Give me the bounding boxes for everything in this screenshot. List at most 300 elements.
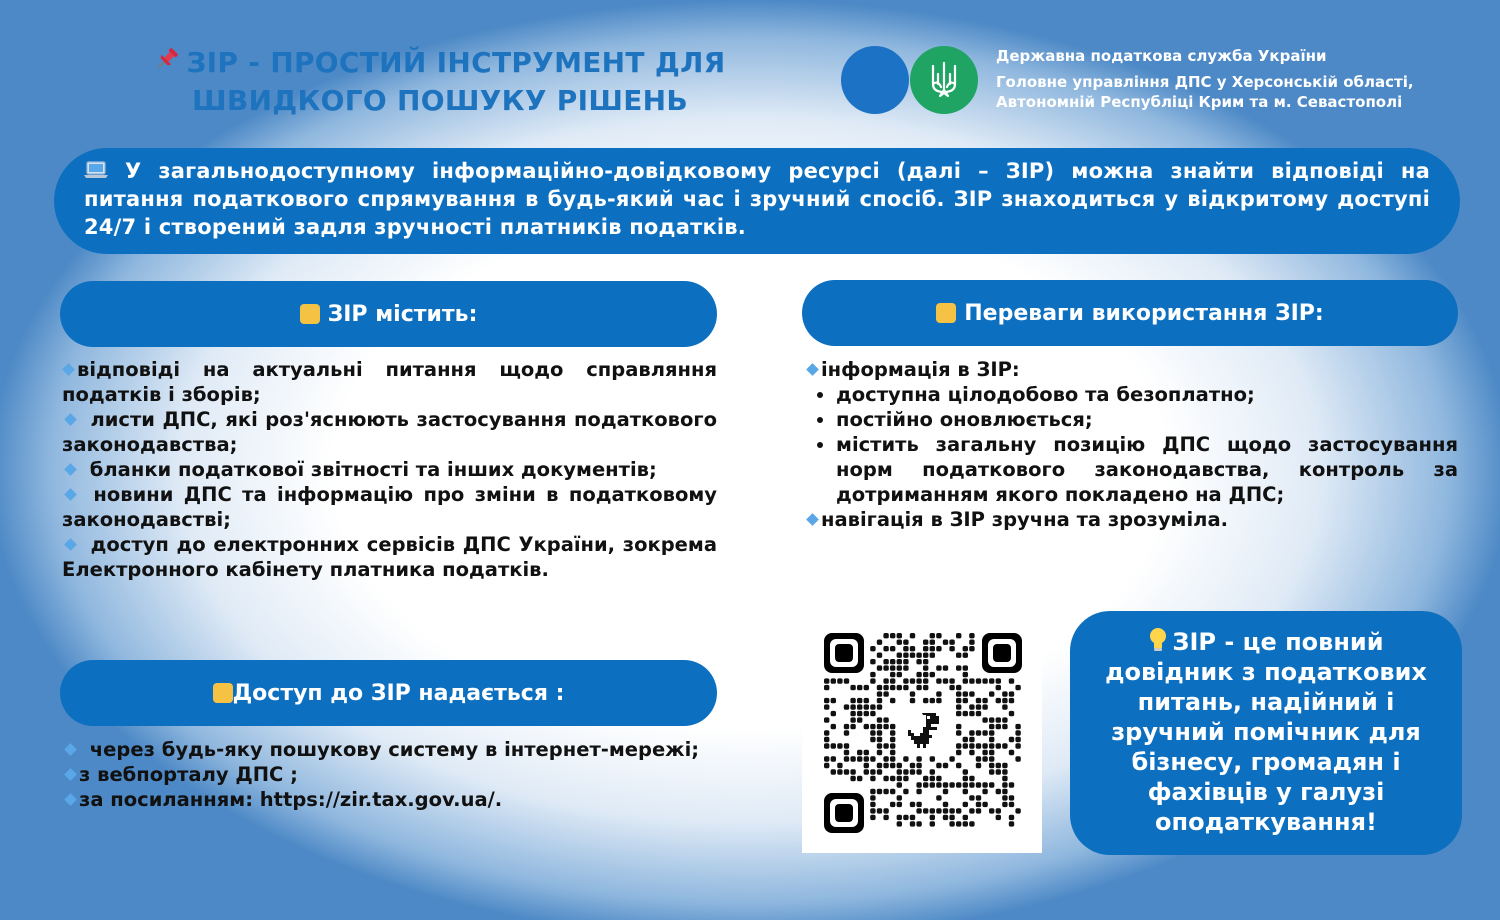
qr-module	[989, 737, 994, 742]
dinosaur-icon	[898, 707, 944, 753]
qr-module	[936, 698, 941, 703]
qr-module	[956, 808, 961, 813]
qr-module	[1015, 724, 1020, 729]
qr-module	[956, 782, 961, 787]
qr-module	[883, 633, 888, 638]
qr-module	[916, 672, 921, 677]
qr-module	[864, 704, 869, 709]
qr-module	[897, 795, 902, 800]
qr-module	[877, 704, 882, 709]
qr-module	[923, 646, 928, 651]
qr-module	[963, 678, 968, 683]
bullet-diamond-icon	[62, 363, 75, 376]
qr-module	[850, 717, 855, 722]
qr-module	[870, 756, 875, 761]
qr-module	[903, 665, 908, 670]
contains-header	[60, 281, 717, 347]
qr-module	[877, 724, 882, 729]
qr-module	[969, 678, 974, 683]
qr-module	[877, 685, 882, 690]
qr-module	[824, 743, 829, 748]
qr-module	[982, 802, 987, 807]
bullet-diamond-icon	[64, 488, 77, 501]
qr-module	[969, 795, 974, 800]
list-item: за посиланням: https://zir.tax.gov.ua/.	[62, 787, 717, 812]
qr-module	[850, 698, 855, 703]
qr-module	[969, 640, 974, 645]
qr-module	[982, 750, 987, 755]
qr-module	[870, 704, 875, 709]
qr-module	[956, 743, 961, 748]
qr-module	[976, 782, 981, 787]
access-list	[62, 737, 717, 812]
qr-module	[897, 640, 902, 645]
qr-module	[949, 685, 954, 690]
qr-module	[930, 815, 935, 820]
qr-module	[1009, 698, 1014, 703]
qr-module	[910, 653, 915, 658]
qr-module	[831, 698, 836, 703]
qr-module	[903, 776, 908, 781]
qr-module	[903, 685, 908, 690]
qr-module	[1002, 717, 1007, 722]
qr-module	[956, 691, 961, 696]
qr-module	[949, 640, 954, 645]
qr-module	[930, 808, 935, 813]
tip-callout	[1070, 611, 1462, 855]
qr-module	[976, 711, 981, 716]
qr-module	[890, 724, 895, 729]
list-item: • доступна цілодобово та безоплатно;	[836, 382, 1458, 407]
qr-module	[963, 665, 968, 670]
qr-module	[963, 821, 968, 826]
qr-module	[1002, 724, 1007, 729]
qr-module	[989, 678, 994, 683]
qr-module	[930, 640, 935, 645]
qr-module	[857, 698, 862, 703]
pushpin-icon	[154, 44, 180, 82]
qr-module	[1002, 704, 1007, 709]
list-item: бланки податкової звітності та інших документів;	[62, 457, 717, 482]
qr-module	[982, 756, 987, 761]
qr-module	[982, 743, 987, 748]
qr-module	[949, 808, 954, 813]
qr-module	[1002, 782, 1007, 787]
qr-module	[903, 659, 908, 664]
qr-module	[963, 776, 968, 781]
qr-module	[943, 640, 948, 645]
list-item: доступ до електронних сервісів ДПС України, зокрема Електронного кабінету платника податків.	[62, 533, 717, 581]
logo-green-circle	[910, 46, 978, 114]
qr-module	[989, 808, 994, 813]
list-item: • містить загальну позицію ДПС щодо застосування норм податкового законодавства, контроль за дотриманням якого покладено на ДПС;	[836, 432, 1458, 507]
qr-module	[982, 717, 987, 722]
qr-module	[936, 665, 941, 670]
qr-module	[1009, 711, 1014, 716]
qr-module	[989, 730, 994, 735]
qr-module	[864, 763, 869, 768]
access-header	[60, 660, 717, 726]
qr-module	[870, 659, 875, 664]
qr-module	[870, 672, 875, 677]
qr-module	[1015, 685, 1020, 690]
qr-module	[890, 659, 895, 664]
qr-module	[916, 782, 921, 787]
qr-module	[923, 698, 928, 703]
qr-module	[943, 678, 948, 683]
qr-module	[857, 711, 862, 716]
qr-module	[923, 808, 928, 813]
qr-module	[916, 653, 921, 658]
page-title-text: ЗІР - ПРОСТИЙ ІНСТРУМЕНТ ДЛЯ ШВИДКОГО ПОШУКУ РІШЕНЬ	[186, 46, 726, 117]
qr-module	[870, 815, 875, 820]
lightbulb-icon	[1148, 627, 1168, 657]
qr-module	[963, 672, 968, 677]
qr-module	[844, 769, 849, 774]
bullet-diamond-icon	[806, 363, 819, 376]
qr-module	[969, 633, 974, 638]
qr-module	[883, 678, 888, 683]
qr-module	[857, 750, 862, 755]
qr-module	[870, 678, 875, 683]
qr-module	[930, 821, 935, 826]
laptop-icon	[84, 159, 125, 183]
qr-module	[963, 737, 968, 742]
qr-module	[930, 672, 935, 677]
qr-module	[910, 815, 915, 820]
qr-module	[976, 795, 981, 800]
qr-module	[996, 815, 1001, 820]
bullet-diamond-icon	[64, 768, 77, 781]
qr-module	[916, 756, 921, 761]
qr-module	[943, 782, 948, 787]
contains-list	[62, 357, 717, 582]
page-title	[110, 44, 770, 120]
qr-module	[903, 640, 908, 645]
qr-module	[930, 653, 935, 658]
qr-module	[923, 678, 928, 683]
qr-module	[890, 789, 895, 794]
advantages-header	[802, 280, 1458, 346]
qr-module	[897, 672, 902, 677]
qr-module	[916, 678, 921, 683]
qr-module	[837, 678, 842, 683]
qr-module	[949, 821, 954, 826]
qr-module	[850, 685, 855, 690]
qr-module	[956, 685, 961, 690]
qr-module	[982, 789, 987, 794]
qr-module	[870, 802, 875, 807]
qr-module	[1009, 691, 1014, 696]
qr-module	[897, 769, 902, 774]
qr-module	[982, 782, 987, 787]
qr-module	[949, 815, 954, 820]
qr-module	[897, 685, 902, 690]
qr-module	[1009, 802, 1014, 807]
qr-code[interactable]	[802, 615, 1042, 853]
qr-module	[824, 730, 829, 735]
qr-module	[976, 730, 981, 735]
qr-module	[870, 730, 875, 735]
qr-module	[910, 678, 915, 683]
qr-module	[864, 756, 869, 761]
qr-module	[963, 653, 968, 658]
list-item: через будь-яку пошукову систему в інтернет-мережі;	[62, 737, 717, 762]
qr-module	[969, 691, 974, 696]
qr-module	[883, 685, 888, 690]
access-header-text: Доступ до ЗІР надається :	[232, 680, 565, 706]
advantages-list	[806, 357, 1458, 532]
qr-module	[936, 633, 941, 638]
qr-module	[897, 763, 902, 768]
agency-department: Головне управління ДПС у Херсонській області, Автономній Республіці Крим та м. Севастополі	[996, 73, 1414, 111]
qr-module	[989, 750, 994, 755]
qr-module	[936, 646, 941, 651]
qr-module	[976, 808, 981, 813]
qr-module	[1015, 743, 1020, 748]
yellow-square-icon	[300, 304, 320, 324]
qr-module	[877, 750, 882, 755]
qr-module	[870, 737, 875, 742]
qr-module	[903, 646, 908, 651]
qr-module	[910, 646, 915, 651]
qr-module	[844, 704, 849, 709]
qr-module	[883, 763, 888, 768]
qr-module	[883, 724, 888, 729]
qr-module	[943, 802, 948, 807]
qr-module	[969, 743, 974, 748]
advantages-header-text: Переваги використання ЗІР:	[964, 300, 1324, 326]
qr-module	[864, 685, 869, 690]
qr-module	[982, 704, 987, 709]
list-item: листи ДПС, які роз'яснюють застосування податкового законодавства;	[62, 408, 717, 456]
qr-module	[890, 730, 895, 735]
qr-module	[976, 756, 981, 761]
qr-module	[969, 776, 974, 781]
qr-module	[1009, 678, 1014, 683]
qr-module	[903, 789, 908, 794]
qr-module	[1002, 789, 1007, 794]
qr-module	[923, 665, 928, 670]
qr-module	[883, 665, 888, 670]
qr-module	[864, 769, 869, 774]
qr-module	[897, 802, 902, 807]
qr-module	[1015, 730, 1020, 735]
qr-module	[996, 678, 1001, 683]
qr-module	[1002, 802, 1007, 807]
qr-module	[976, 678, 981, 683]
qr-module	[996, 769, 1001, 774]
qr-module	[857, 756, 862, 761]
qr-module	[824, 698, 829, 703]
qr-module	[956, 763, 961, 768]
qr-module	[897, 633, 902, 638]
qr-module	[1002, 763, 1007, 768]
qr-module	[910, 763, 915, 768]
tip-text: ЗІР - це повний довідник з податкових питань, надійний і зручний помічник для бізнесу, громадян і фахівців у галузі оподаткування!	[1105, 628, 1427, 836]
qr-module	[956, 711, 961, 716]
qr-module	[923, 659, 928, 664]
qr-module	[1009, 750, 1014, 755]
qr-module	[877, 789, 882, 794]
qr-module	[969, 737, 974, 742]
qr-module	[877, 653, 882, 658]
qr-module	[989, 769, 994, 774]
bullet-diamond-icon	[64, 463, 77, 476]
qr-module	[870, 646, 875, 651]
qr-module	[969, 704, 974, 709]
qr-module	[943, 808, 948, 813]
qr-module	[1002, 691, 1007, 696]
qr-module	[963, 782, 968, 787]
list-item: з вебпорталу ДПС ;	[62, 762, 717, 787]
qr-module	[963, 789, 968, 794]
qr-module	[877, 769, 882, 774]
qr-module	[923, 653, 928, 658]
qr-module	[930, 782, 935, 787]
qr-module	[883, 691, 888, 696]
qr-module	[870, 711, 875, 716]
qr-module	[824, 737, 829, 742]
qr-module	[870, 789, 875, 794]
qr-module	[883, 646, 888, 651]
qr-module	[949, 646, 954, 651]
qr-module	[844, 743, 849, 748]
qr-module	[989, 724, 994, 729]
qr-module	[963, 743, 968, 748]
qr-module	[943, 815, 948, 820]
qr-module	[910, 698, 915, 703]
qr-module	[890, 672, 895, 677]
qr-module	[963, 802, 968, 807]
qr-module	[923, 776, 928, 781]
qr-module	[890, 685, 895, 690]
qr-module	[883, 756, 888, 761]
qr-module	[897, 665, 902, 670]
qr-module	[963, 711, 968, 716]
qr-module	[831, 743, 836, 748]
qr-module	[976, 704, 981, 709]
qr-module	[857, 685, 862, 690]
qr-module	[996, 789, 1001, 794]
tryzub-emblem-icon	[930, 60, 958, 100]
qr-module	[910, 802, 915, 807]
qr-module	[890, 678, 895, 683]
qr-module	[870, 808, 875, 813]
qr-module	[969, 711, 974, 716]
qr-module	[936, 678, 941, 683]
qr-module	[831, 769, 836, 774]
qr-module	[831, 711, 836, 716]
qr-module	[930, 769, 935, 774]
qr-module	[969, 782, 974, 787]
qr-module	[923, 672, 928, 677]
list-item: навігація в ЗІР зручна та зрозуміла.	[806, 507, 1458, 532]
qr-module	[857, 717, 862, 722]
qr-module	[864, 750, 869, 755]
qr-module	[824, 678, 829, 683]
qr-module	[837, 743, 842, 748]
qr-module	[870, 769, 875, 774]
qr-module	[850, 769, 855, 774]
qr-module	[982, 730, 987, 735]
qr-module	[864, 711, 869, 716]
qr-module	[963, 815, 968, 820]
qr-module	[949, 782, 954, 787]
qr-module	[963, 646, 968, 651]
qr-module	[996, 743, 1001, 748]
qr-module	[883, 776, 888, 781]
qr-module	[864, 724, 869, 729]
qr-module	[831, 678, 836, 683]
qr-module	[877, 717, 882, 722]
qr-module	[890, 750, 895, 755]
qr-module	[890, 756, 895, 761]
qr-module	[903, 815, 908, 820]
qr-module	[883, 659, 888, 664]
qr-module	[956, 724, 961, 729]
qr-module	[989, 743, 994, 748]
qr-module	[989, 756, 994, 761]
qr-module	[996, 698, 1001, 703]
qr-module	[870, 795, 875, 800]
qr-module	[936, 782, 941, 787]
bullet-diamond-icon	[64, 793, 77, 806]
qr-module	[956, 633, 961, 638]
qr-module	[1002, 795, 1007, 800]
qr-module	[963, 769, 968, 774]
qr-module	[949, 678, 954, 683]
qr-module	[923, 685, 928, 690]
qr-module	[956, 821, 961, 826]
qr-module	[976, 802, 981, 807]
qr-module	[824, 756, 829, 761]
qr-module	[844, 730, 849, 735]
qr-code-graphic	[802, 615, 1042, 853]
qr-module	[969, 821, 974, 826]
qr-module	[831, 724, 836, 729]
qr-module	[864, 698, 869, 703]
qr-module	[897, 659, 902, 664]
qr-module	[897, 815, 902, 820]
qr-module	[969, 730, 974, 735]
qr-module	[910, 691, 915, 696]
qr-module	[890, 698, 895, 703]
qr-module	[982, 698, 987, 703]
qr-module	[936, 776, 941, 781]
qr-module	[1002, 743, 1007, 748]
qr-module	[996, 717, 1001, 722]
qr-module	[996, 724, 1001, 729]
qr-module	[936, 763, 941, 768]
qr-module	[877, 743, 882, 748]
qr-module	[883, 743, 888, 748]
agency-block	[996, 46, 1466, 112]
qr-module	[850, 704, 855, 709]
qr-module	[956, 704, 961, 709]
qr-module	[956, 750, 961, 755]
qr-module	[930, 776, 935, 781]
qr-module	[877, 640, 882, 645]
intro-banner	[54, 148, 1460, 254]
qr-module	[923, 782, 928, 787]
qr-module	[989, 691, 994, 696]
qr-module	[883, 815, 888, 820]
qr-module	[903, 769, 908, 774]
qr-module	[936, 795, 941, 800]
contains-header-text: ЗІР містить:	[327, 301, 478, 327]
qr-module	[1015, 808, 1020, 813]
